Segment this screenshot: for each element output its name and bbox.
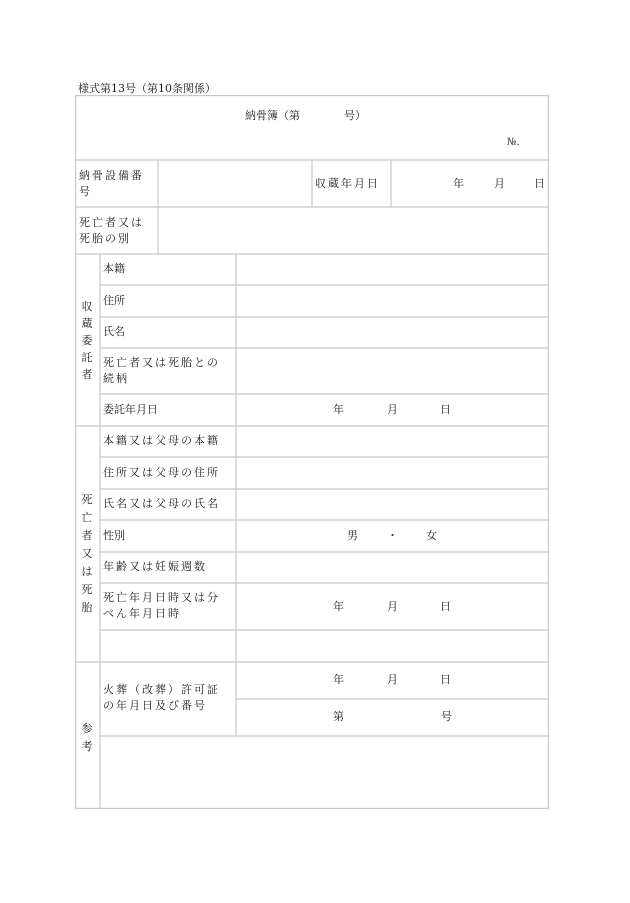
bone-facility-number-field[interactable] bbox=[159, 161, 311, 206]
permit-label: 火葬（改葬）許可証の年月日及び番号 bbox=[103, 683, 220, 712]
consignor-relationship-field[interactable] bbox=[237, 349, 548, 393]
deceased-domicile-field[interactable] bbox=[237, 427, 548, 456]
deceased-type-label: 死亡者又は死胎の別 bbox=[79, 216, 144, 245]
deceased-row-label: 氏名又は父母の氏名 bbox=[103, 497, 220, 510]
date-day-label: 日 bbox=[440, 403, 451, 416]
received-date-label: 収蔵年月日 bbox=[315, 177, 380, 190]
sex-separator: ・ bbox=[387, 529, 398, 542]
permit-number-field[interactable] bbox=[237, 700, 548, 735]
date-year-label: 年 bbox=[333, 673, 344, 686]
consignor-domicile-field[interactable] bbox=[237, 255, 548, 284]
deceased-extra-field[interactable] bbox=[237, 631, 548, 661]
death-date-field[interactable] bbox=[237, 584, 548, 629]
ossuary-register-form bbox=[75, 95, 549, 809]
deceased-group-label: 死亡者又は死胎 bbox=[81, 493, 93, 614]
form-header: 様式第13号（第10条関係） bbox=[78, 82, 216, 95]
reference-notes-field[interactable] bbox=[101, 737, 548, 808]
sex-female-option[interactable]: 女 bbox=[426, 529, 437, 542]
deceased-row-label: 性別 bbox=[103, 529, 125, 542]
deceased-row-label: 死亡年月日時又は分べん年月日時 bbox=[103, 591, 220, 620]
deceased-row-label: 住所又は父母の住所 bbox=[103, 466, 220, 479]
permit-date-field[interactable] bbox=[237, 663, 548, 698]
date-month-label: 月 bbox=[387, 403, 398, 416]
deceased-type-field[interactable] bbox=[159, 208, 548, 253]
date-year-label: 年 bbox=[333, 403, 344, 416]
deceased-name-field[interactable] bbox=[237, 490, 548, 519]
number-prefix-label: 第 bbox=[333, 710, 344, 723]
date-day-label: 日 bbox=[534, 177, 545, 190]
date-day-label: 日 bbox=[440, 600, 451, 613]
date-month-label: 月 bbox=[387, 673, 398, 686]
deceased-row-label: 年齢又は妊娠週数 bbox=[103, 560, 207, 573]
date-year-label: 年 bbox=[333, 600, 344, 613]
consignor-group-label: 収蔵委託者 bbox=[81, 300, 93, 381]
sex-field[interactable] bbox=[237, 521, 548, 551]
sex-male-option[interactable]: 男 bbox=[347, 529, 358, 542]
date-day-label: 日 bbox=[440, 673, 451, 686]
consignor-row-label: 氏名 bbox=[103, 325, 125, 338]
consignor-row-label: 委託年月日 bbox=[103, 403, 158, 416]
consignor-row-label: 住所 bbox=[103, 294, 125, 307]
consignor-address-field[interactable] bbox=[237, 286, 548, 316]
number-mark: №. bbox=[507, 137, 520, 148]
deceased-address-field[interactable] bbox=[237, 458, 548, 488]
date-year-label: 年 bbox=[453, 177, 464, 190]
number-suffix-label: 号 bbox=[441, 710, 452, 723]
age-field[interactable] bbox=[237, 553, 548, 582]
deceased-extra-label-cell[interactable] bbox=[101, 631, 235, 661]
bone-facility-number-label: 納骨設備番号 bbox=[79, 169, 144, 198]
consignor-name-field[interactable] bbox=[237, 318, 548, 347]
register-title: 納骨簿（第 号） bbox=[245, 109, 366, 122]
date-month-label: 月 bbox=[387, 600, 398, 613]
consignor-row-label: 本籍 bbox=[103, 262, 125, 275]
date-month-label: 月 bbox=[494, 177, 505, 190]
consignor-row-label: 死亡者又は死胎との続柄 bbox=[103, 356, 220, 385]
reference-group-label: 参考 bbox=[81, 722, 93, 753]
deceased-row-label: 本籍又は父母の本籍 bbox=[103, 434, 220, 447]
consignment-date-field[interactable] bbox=[237, 395, 548, 425]
received-date-field[interactable] bbox=[392, 161, 548, 206]
